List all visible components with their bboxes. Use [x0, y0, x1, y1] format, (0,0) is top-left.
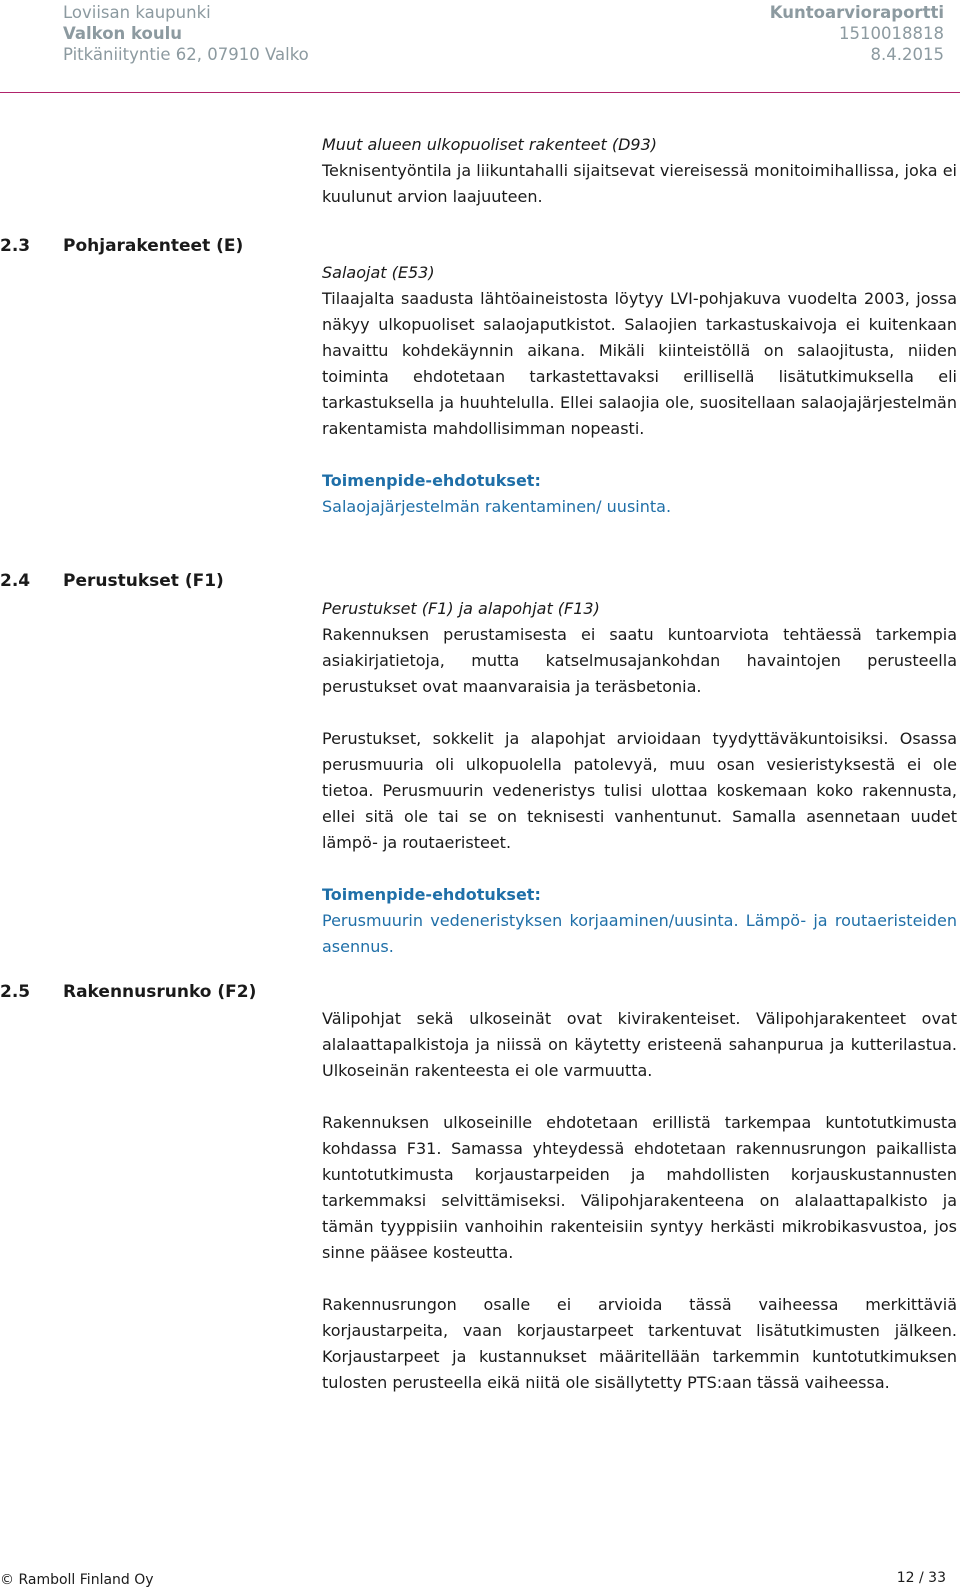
muut-text: Teknisentyöntila ja liikuntahalli sijaitsevat viereisessä monitoimihallissa, joka ei kuulunut arvion laajuuteen. — [322, 161, 957, 206]
salaojat-text: Tilaajalta saadusta lähtöaineistosta löytyy LVI-pohjakuva vuodelta 2003, jossa näkyy ulkopuoliset salaojaputkistot. Salaojien tarkastuskaivoja ei kuitenkaan havaittu kohdekäynnin aikana. Mikäli kiinteistöllä on salaojitusta, niiden toiminta ehdotetaan tarkastettavaksi erillisellä lisätutkimuksella eli tarkastuksella ja huuhtelulla. Ellei salaojia ole, suositellaan salaojajärjestelmän rakentamista mahdollisimman nopeasti. — [322, 289, 957, 438]
header-right — [770, 2, 944, 65]
header-address: Pitkäniityntie 62, 07910 Valko — [63, 45, 309, 64]
perustukset-subtitle: Perustukset (F1) ja alapohjat (F13) — [322, 599, 600, 618]
header-city: Loviisan kaupunki — [63, 3, 211, 22]
footer-copyright: © Ramboll Finland Oy — [0, 1572, 154, 1588]
section-2-3-number: 2.3 — [0, 236, 31, 256]
salaojat-action-text: Salaojajärjestelmän rakentaminen/ uusinta. — [322, 497, 672, 516]
salaojat-action-label: Toimenpide-ehdotukset: — [322, 471, 541, 490]
runko-p3: Rakennusrungon osalle ei arvioida tässä vaiheessa merkittäviä korjaustarpeita, vaan korjaustarpeet tarkentuvat lisätutkimusten jälkeen. Korjaustarpeet ja kustannukset määritellään tarkemmin kuntotutkimuksen tulosten perusteella eikä niitä ole sisällytetty PTS:aan tässä vaiheessa. — [322, 1295, 957, 1392]
muut-title: Muut alueen ulkopuoliset rakenteet (D93) — [322, 135, 658, 154]
section-2-3-title: Pohjarakenteet (E) — [63, 236, 244, 256]
header-divider — [0, 92, 960, 93]
header-site: Valkon koulu — [63, 24, 183, 43]
muut-block — [322, 132, 957, 210]
header-report-type: Kuntoarvioraportti — [769, 3, 944, 22]
section-2-5-body — [322, 1006, 957, 1396]
runko-p1: Välipohjat sekä ulkoseinät ovat kivirakenteiset. Välipohjarakenteet ovat alalaattapalkistoja ja niissä on käytetty eristeenä sahanpurua ja kutterilastua. Ulkoseinän rakenteesta ei ole varmuutta. — [322, 1009, 957, 1080]
runko-p2: Rakennuksen ulkoseinille ehdotetaan erillistä tarkempaa kuntotutkimusta kohdassa F31. Samassa yhteydessä ehdotetaan rakennusrungon paikallista kuntotutkimusta korjaustarpeiden ja mahdollisten korjauskustannusten tarkemmaksi selvittämiseksi. Välipohjarakenteena on alalaattapalkisto ja tämän tyyppisiin vanhoihin rakenteisiin syntyy herkästi mikrobikasvustoa, jos sinne pääsee kosteutta. — [322, 1113, 957, 1262]
header-date: 8.4.2015 — [870, 45, 944, 64]
perustukset-action-label: Toimenpide-ehdotukset: — [322, 885, 541, 904]
section-2-4-title: Perustukset (F1) — [63, 571, 224, 591]
perustukset-action-text: Perusmuurin vedeneristyksen korjaaminen/uusinta. Lämpö- ja routaeristeiden asennus. — [322, 911, 957, 956]
section-2-3-body — [322, 260, 957, 520]
footer-page-number: 12 / 33 — [896, 1570, 946, 1586]
section-2-4-number: 2.4 — [0, 571, 31, 591]
salaojat-subtitle: Salaojat (E53) — [322, 263, 435, 282]
perustukset-p1: Rakennuksen perustamisesta ei saatu kuntoarviota tehtäessä tarkempia asiakirjatietoja, mutta katselmusajankohdan havaintojen perusteella perustukset ovat maanvaraisia ja teräsbetonia. — [322, 625, 957, 696]
header-report-number: 1510018818 — [839, 24, 944, 43]
section-2-5-number: 2.5 — [0, 982, 31, 1002]
perustukset-p2: Perustukset, sokkelit ja alapohjat arvioidaan tyydyttäväkuntoisiksi. Osassa perusmuuria oli ulkopuolella patolevyä, muu osan vesieristyksestä ei ole tietoa. Perusmuurin vedeneristys tulisi ulottaa koskemaan koko rakennusta, ellei sitä ole tai se on teknisesti vanhentunut. Samalla asennetaan uudet lämpö- ja routaeristeet. — [322, 729, 957, 852]
header-left — [63, 2, 309, 65]
section-2-4-body — [322, 596, 957, 960]
section-2-5-title: Rakennusrunko (F2) — [63, 982, 257, 1002]
